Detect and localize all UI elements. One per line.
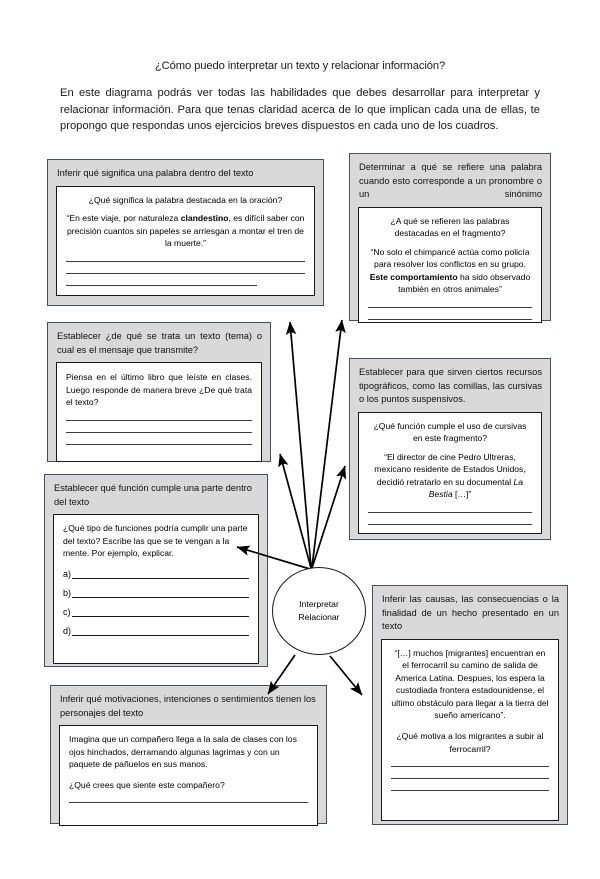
answer-line[interactable] [72, 588, 249, 598]
exercise-fragment: “[…] muchos [migrantes] encuentran en el ferrocarril su camino de salida de America Latina. Despues, los espera la custodiada frontera estadounidense, el ultimo obstáculo para llegar a la tierra del sueño americano”. [391, 647, 549, 721]
exercise-question: ¿Qué motiva a los migrantes a subir al ferrocarril? [396, 731, 544, 754]
answer-line[interactable] [66, 444, 252, 445]
answer-line[interactable] [368, 512, 532, 513]
fragment-highlight: La Bestia [428, 476, 524, 500]
arrow-to-establecer-tema [290, 322, 311, 567]
exercise-card [358, 412, 542, 534]
answer-line[interactable] [72, 569, 249, 579]
skill-title: Inferir qué motivaciones, intenciones o sentimientos tienen los personajes del texto [60, 694, 316, 718]
arrow-to-inferir-palabra [280, 454, 311, 568]
exercise-fragment [368, 451, 532, 501]
answer-line[interactable] [391, 778, 549, 779]
page-title: ¿Cómo puedo interpretar un texto y relacionar información? [154, 60, 446, 72]
answer-line[interactable] [66, 285, 257, 286]
fragment-post: […]” [452, 489, 472, 500]
fragment-highlight: clandestino [180, 213, 229, 224]
answer-row [63, 607, 249, 617]
skill-box-determinar-pronombre [349, 153, 551, 321]
answer-line[interactable] [391, 766, 549, 767]
skill-title: Determinar a qué se refiere una palabra cuando esto corresponde a un pronombre o un sinónimo [359, 162, 542, 199]
fragment-pre: “No solo el chimpancé actúa como policía para resolver los conflictos en su grupo. [370, 246, 530, 270]
answer-line[interactable] [66, 261, 305, 262]
exercise-fragment [368, 246, 532, 296]
exercise-question: ¿Qué tipo de funciones podría cumplir una parte del texto? Escribe las que se te vengan a la mente. Por ejemplo, explicar. [63, 523, 248, 559]
skill-title: Inferir las causas, las consecuencias o la finalidad de un hecho presentado en un texto [382, 594, 559, 631]
skill-box-recursos-tipograficos [349, 358, 551, 540]
exercise-fragment [66, 212, 305, 250]
answer-label: a) [63, 568, 72, 579]
exercise-card [358, 207, 542, 323]
answer-line[interactable] [69, 802, 308, 803]
skill-title: Establecer ¿de qué se trata un texto (tema) o cual es el mensaje que transmite? [57, 331, 262, 355]
center-hub [272, 567, 366, 655]
arrow-to-recursos-tipograficos [312, 466, 345, 568]
exercise-question: ¿A qué se refieren las palabras destacadas en el fragmento? [390, 215, 510, 239]
skill-box-funcion-parte [44, 474, 268, 667]
answer-row [63, 588, 249, 598]
exercise-card [381, 639, 559, 821]
hub-line-1: Interpretar [299, 599, 339, 609]
fragment-pre: “En este viaje, por naturaleza [66, 213, 181, 224]
fragment-highlight: Este comportamiento [369, 271, 458, 282]
skill-box-inferir-palabra [47, 159, 324, 306]
answer-line[interactable] [66, 420, 252, 421]
answer-line[interactable] [368, 307, 532, 308]
skill-box-motivaciones [50, 685, 327, 824]
answer-line[interactable] [66, 273, 305, 274]
exercise-question: ¿Qué crees que siente este compañero? [69, 779, 225, 790]
exercise-card [59, 725, 318, 826]
exercise-question: ¿Qué significa la palabra destacada en la oración? [88, 194, 283, 205]
answer-row [63, 626, 249, 636]
answer-label: b) [63, 587, 72, 598]
fragment-post: ha sido observado también en otros animales” [398, 271, 531, 295]
answer-line[interactable] [66, 432, 252, 433]
arrow-to-causas-consecuencias [330, 656, 362, 695]
skill-title: Establecer para que sirven ciertos recursos tipográficos, como las comillas, las cursivas o los puntos suspensivos. [359, 367, 542, 404]
answer-line[interactable] [368, 319, 532, 320]
arrow-to-determinar-pronombre [312, 320, 342, 567]
exercise-question: Piensa en el último libro que leíste en clases. Luego responde de manera breve ¿De qué trata el texto? [66, 372, 252, 408]
exercise-card [56, 362, 262, 462]
intro-paragraph: En este diagrama podrás ver todas las habilidades que debes desarrollar para interpretar y relacionar información. Para que tenas claridad acerca de lo que implican cada una de ellas, te propongo que respondas unos ejercicios breves dispuestos en cada uno de los cuadros. [60, 87, 540, 132]
exercise-scenario: Imagina que un compañero llega a la sala de clases con los ojos hinchados, derramando algunas lagrimas y con un paquete de pañuelos en sus manos. [69, 734, 297, 770]
answer-row [63, 569, 249, 579]
fragment-pre: “El director de cine Pedro Ultreras, mexicano residente de Estados Unidos, decidió retratarlo en su documental [374, 451, 526, 487]
exercise-card [53, 514, 259, 664]
exercise-card [56, 186, 315, 296]
answer-label: d) [63, 625, 72, 636]
answer-line[interactable] [368, 524, 532, 525]
skill-title: Inferir qué significa una palabra dentro del texto [57, 168, 254, 178]
answer-line[interactable] [391, 790, 549, 791]
fragment-post: , es difícil saber con precisión cuantos sin papeles se arriesgan a montar el tren de la muerte.” [67, 213, 305, 249]
answer-line[interactable] [72, 607, 250, 617]
answer-label: c) [63, 606, 71, 617]
skill-box-causas-consecuencias [372, 585, 568, 825]
skill-box-establecer-tema [47, 322, 271, 462]
skill-title: Establecer qué función cumple una parte dentro del texto [54, 483, 252, 507]
exercise-question: ¿Qué función cumple el uso de cursivas en este fragmento? [373, 420, 527, 444]
answer-line[interactable] [72, 626, 249, 636]
hub-line-2: Relacionar [298, 612, 340, 622]
